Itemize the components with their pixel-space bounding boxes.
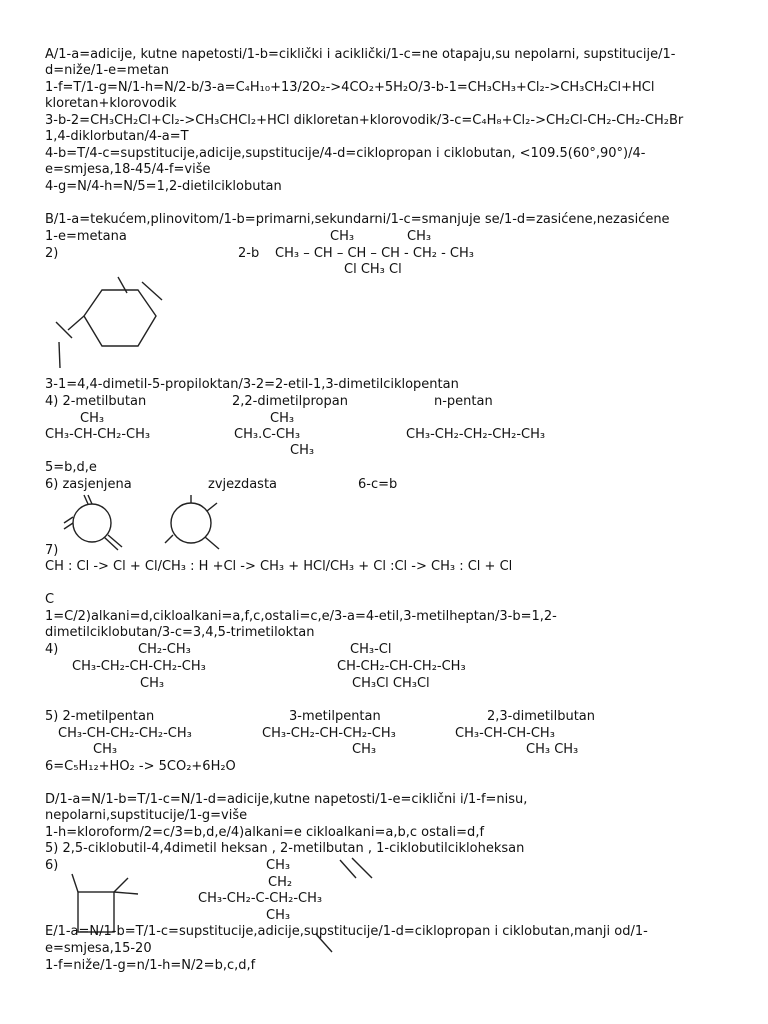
c5-formula-1-bottom: CH₃ [93, 742, 118, 757]
d6-bond-strokes [338, 856, 378, 886]
section-e-line-2: e=smjesa,15-20 [45, 941, 152, 956]
b2-label: 2-b [238, 246, 260, 261]
section-a-line-1: A/1-a=adicije, kutne napetosti/1-b=ciklički i aciklički/1-c=ne otapaju,su nepolarni, supstitucije/1- [45, 47, 676, 62]
section-c-heading: C [45, 592, 55, 607]
section-d-line-4: 5) 2,5-ciklobutil-4,4dimetil heksan , 2-metilbutan , 1-ciklobutilcikloheksan [45, 841, 525, 856]
section-a-line-2: d=niže/1-e=metan [45, 63, 170, 78]
b4-formula-1: CH₃-CH-CH₂-CH₃ [45, 427, 151, 442]
c4-formula-2-top: CH₃-Cl [350, 642, 392, 657]
c4-formula-1: CH₃-CH₂-CH-CH₂-CH₃ [72, 659, 206, 674]
b7-number: 7) [45, 543, 59, 558]
section-a-line-3: 1-f=T/1-g=N/1-h=N/2-b/3-a=C₄H₁₀+13/2O₂->4CO₂+5H₂O/3-b-1=CH₃CH₃+Cl₂->CH₃CH₂Cl+HCl [45, 80, 655, 95]
b6-label-zasjenjena: 6) zasjenjena [45, 477, 132, 492]
b2-chain: CH₃ – CH – CH – CH - CH₂ - CH₃ [275, 246, 474, 261]
cyclohexane-structure-drawing [50, 270, 180, 375]
section-a-line-5: 3-b-2=CH₃CH₂Cl+Cl₂->CH₃CHCl₂+HCl dikloretan+klorovodik/3-c=C₄H₈+Cl₂->CH₂Cl-CH₂-CH₂-CH₂Br [45, 113, 684, 128]
section-b-3-names: 3-1=4,4-dimetil-5-propiloktan/3-2=2-etil-1,3-dimetilciklopentan [45, 377, 459, 392]
b4-label-dimetilpropan: 2,2-dimetilpropan [232, 394, 348, 409]
newman-projection-staggered [165, 495, 245, 555]
c5-label-3-metilpentan: 3-metilpentan [289, 709, 381, 724]
c4-formula-1-bottom: CH₃ [140, 676, 165, 691]
newman-projection-eclipsed [60, 495, 140, 555]
section-b-line-2: 1-e=metana [45, 229, 127, 244]
b7-mechanism: CH : Cl -> Cl + Cl/CH₃ : H +Cl -> CH₃ + HCl/CH₃ + Cl :Cl -> CH₃ : Cl + Cl [45, 559, 513, 574]
section-c-line-1: 1=C/2)alkani=d,cikloalkani=a,f,c,ostali=c,e/3-a=4-etil,3-metilheptan/3-b=1,2- [45, 609, 557, 624]
section-c-line-2: dimetilciklobutan/3-c=3,4,5-trimetiloktan [45, 625, 315, 640]
c5-formula-3: CH₃-CH-CH-CH₃ [455, 726, 555, 741]
section-a-line-4: kloretan+klorovodik [45, 96, 177, 111]
c5-formula-1: CH₃-CH-CH₂-CH₂-CH₃ [58, 726, 192, 741]
b2-methyl-top-1: CH₃ [330, 229, 355, 244]
c5-label-dimetilbutan: 2,3-dimetilbutan [487, 709, 596, 724]
c5-formula-3-bottom: CH₃ CH₃ [526, 742, 579, 757]
c5-label-2-metilpentan: 5) 2-metilpentan [45, 709, 155, 724]
b6-answer: 6-c=b [358, 477, 398, 492]
c4-formula-2-bottom: CH₃Cl CH₃Cl [352, 676, 430, 691]
c6-equation: 6=C₅H₁₂+HO₂ -> 5CO₂+6H₂O [45, 759, 236, 774]
d6-number: 6) [45, 858, 59, 873]
d6-formula-main: CH₃-CH₂-C-CH₂-CH₃ [198, 891, 323, 906]
section-a-line-9: 4-g=N/4-h=N/5=1,2-dietilciklobutan [45, 179, 282, 194]
b4-formula-2-bottom: CH₃ [290, 443, 315, 458]
section-a-line-6: 1,4-diklorbutan/4-a=T [45, 129, 189, 144]
b2-substituents: Cl CH₃ Cl [344, 262, 402, 277]
b4-formula-1-top: CH₃ [80, 411, 105, 426]
b4-label-2-metilbutan: 4) 2-metilbutan [45, 394, 147, 409]
b4-formula-2-top: CH₃ [270, 411, 295, 426]
d6-formula-second: CH₂ [268, 875, 293, 890]
b6-label-zvjezdasta: zvjezdasta [208, 477, 278, 492]
c4-formula-1-top: CH₂-CH₃ [138, 642, 191, 657]
d6-formula-top: CH₃ [266, 858, 291, 873]
c4-formula-2: CH-CH₂-CH-CH₂-CH₃ [337, 659, 466, 674]
section-a-line-8: e=smjesa,18-45/4-f=više [45, 162, 211, 177]
section-b-line-1: B/1-a=tekućem,plinovitom/1-b=primarni,sekundarni/1-c=smanjuje se/1-d=zasićene,nezasićene [45, 212, 670, 227]
c5-formula-2-bottom: CH₃ [352, 742, 377, 757]
section-d-line-2: nepolarni,supstitucije/1-g=više [45, 808, 248, 823]
b4-formula-3: CH₃-CH₂-CH₂-CH₂-CH₃ [406, 427, 546, 442]
b4-label-n-pentan: n-pentan [434, 394, 493, 409]
b4-formula-2: CH₃.C-CH₃ [234, 427, 301, 442]
section-d-line-3: 1-h=kloroform/2=c/3=b,d,e/4)alkani=e cikloalkani=a,b,c ostali=d,f [45, 825, 485, 840]
c5-formula-2: CH₃-CH₂-CH-CH₂-CH₃ [262, 726, 396, 741]
section-b-5: 5=b,d,e [45, 460, 97, 475]
section-e-line-1: E/1-a=N/1-b=T/1-c=supstitucije,adicije,supstitucije/1-d=ciklopropan i ciklobutan,manji od/1- [45, 924, 648, 939]
section-a-line-7: 4-b=T/4-c=supstitucije,adicije,supstitucije/4-d=ciklopropan i ciklobutan, <109.5(60°,90°)/4- [45, 146, 646, 161]
section-e-line-3: 1-f=niže/1-g=n/1-h=N/2=b,c,d,f [45, 958, 256, 973]
section-d-line-1: D/1-a=N/1-b=T/1-c=N/1-d=adicije,kutne napetosti/1-e=ciklični i/1-f=nisu, [45, 792, 528, 807]
d6-formula-bottom: CH₃ [266, 908, 291, 923]
b2-number: 2) [45, 246, 59, 261]
b2-methyl-top-2: CH₃ [407, 229, 432, 244]
c4-number: 4) [45, 642, 59, 657]
